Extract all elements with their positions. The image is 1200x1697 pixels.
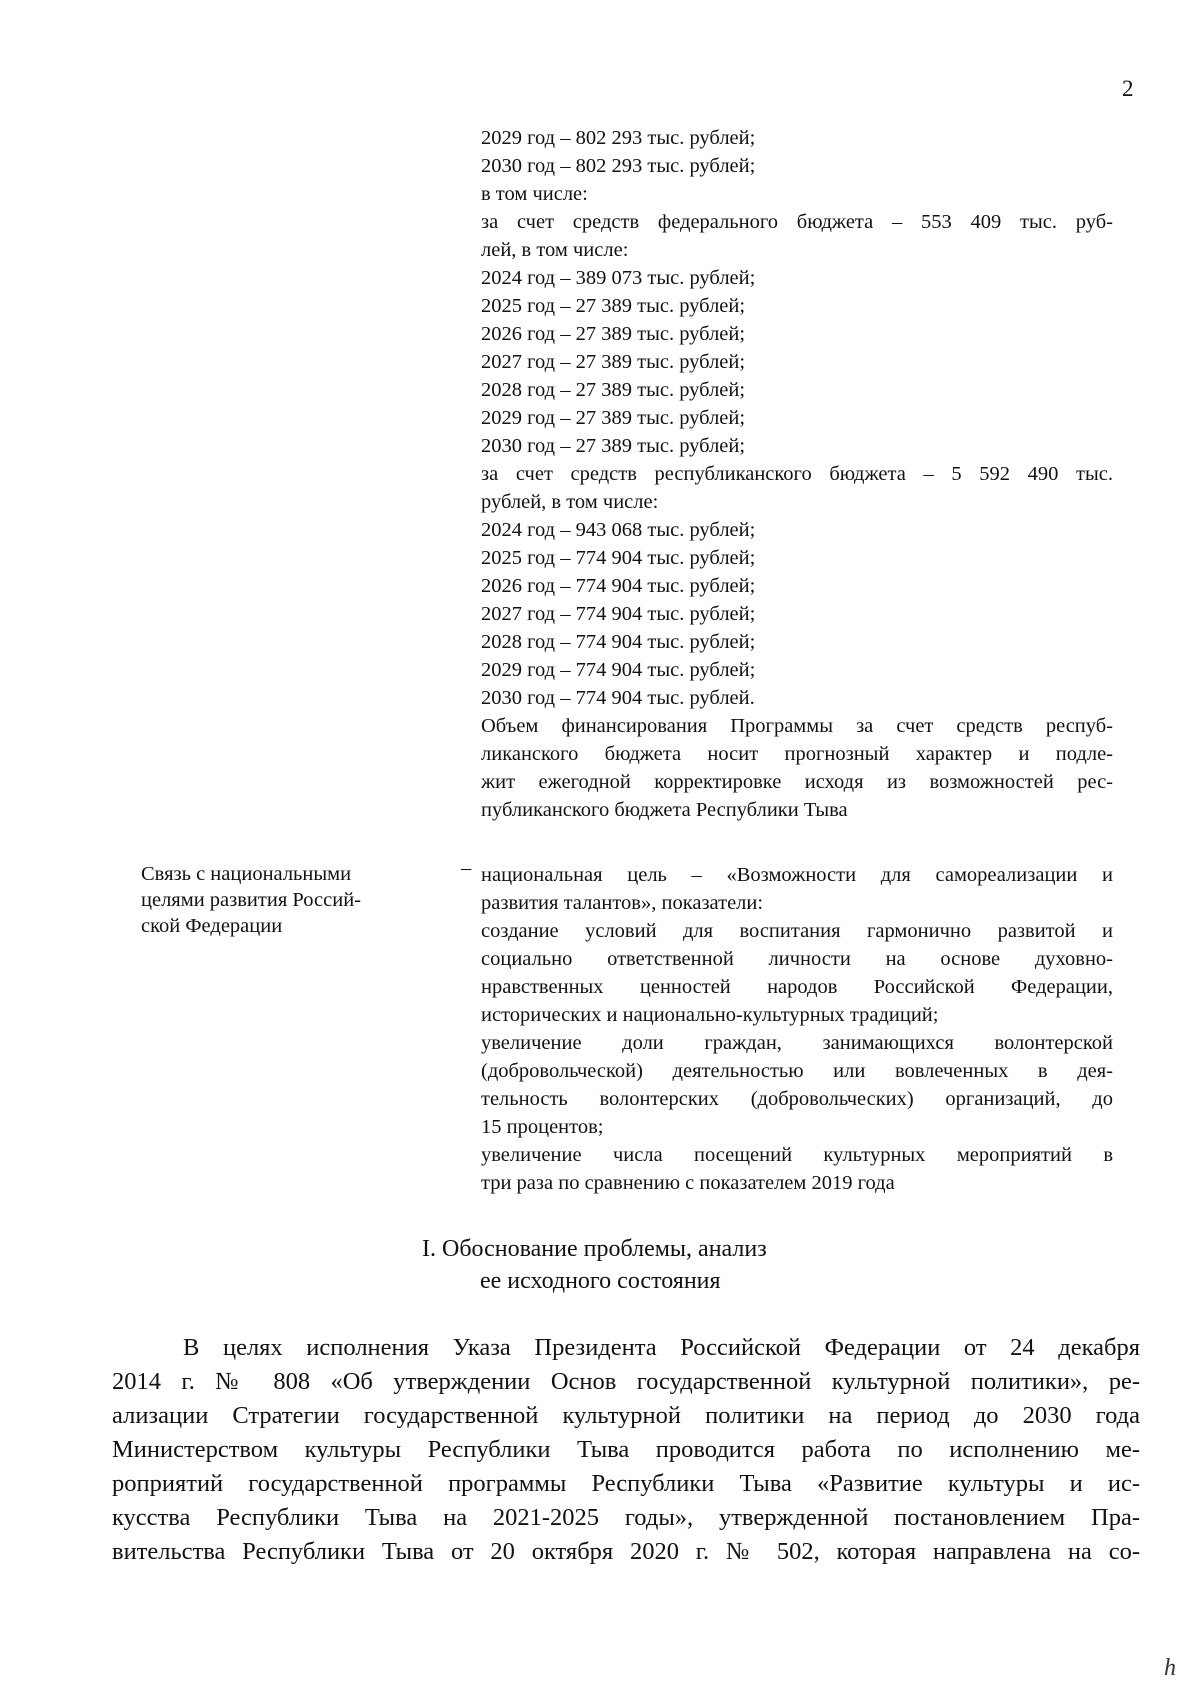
financing-line: ликанского бюджета носит прогнозный характер и подле- [481,743,1113,765]
label-line: ской Федерации [141,915,283,937]
paragraph-line: роприятий государственной программы Республики Тыва «Развитие культуры и ис- [112,1470,1140,1497]
financing-line: за счет средств республиканского бюджета – 5 592 490 тыс. [481,463,1113,485]
national-goals-content [481,861,1113,1197]
paragraph-line: Министерством культуры Республики Тыва проводится работа по исполнению ме- [112,1436,1140,1463]
financing-line: 2026 год – 774 904 тыс. рублей; [481,575,756,597]
financing-line: рублей, в том числе: [481,491,659,513]
financing-line: 2025 год – 774 904 тыс. рублей; [481,547,756,569]
paragraph-line: ализации Стратегии государственной культурной политики на период до 2030 года [112,1402,1140,1429]
financing-line: 2027 год – 27 389 тыс. рублей; [481,351,746,373]
goal-line: 15 процентов; [481,1116,604,1138]
financing-line: 2030 год – 27 389 тыс. рублей; [481,435,746,457]
financing-line: жит ежегодной корректировке исходя из возможностей рес- [481,771,1113,793]
goal-line: развития талантов», показатели: [481,892,764,914]
financing-line: публиканского бюджета Республики Тыва [481,799,848,821]
paragraph-line: вительства Республики Тыва от 20 октября 2020 г. № 502, которая направлена на со- [112,1538,1140,1565]
goal-line: три раза по сравнению с показателем 2019 года [481,1172,895,1194]
paragraph-line: 2014 г. № 808 «Об утверждении Основ государственной культурной политики», ре- [112,1368,1140,1395]
financing-block [481,124,1113,824]
goal-line: национальная цель – «Возможности для самореализации и [481,864,1113,886]
goal-line: социально ответственной личности на основе духовно- [481,948,1113,970]
label-line: Связь с национальными [141,863,352,885]
goal-line: увеличение числа посещений культурных мероприятий в [481,1144,1113,1166]
body-paragraph [112,1331,1140,1569]
national-goals-label [141,861,361,939]
financing-line: 2024 год – 389 073 тыс. рублей; [481,267,756,289]
financing-line: 2024 год – 943 068 тыс. рублей; [481,519,756,541]
section-heading-line-2: ее исходного состояния [480,1268,721,1294]
goal-line: (добровольческой) деятельностью или вовлеченных в дея- [481,1060,1113,1082]
handwritten-mark: h [1164,1655,1176,1681]
goal-line: тельность волонтерских (добровольческих) организаций, до [481,1088,1113,1110]
paragraph-line: кусства Республики Тыва на 2021-2025 годы», утвержденной постановлением Пра- [112,1504,1140,1531]
financing-line: 2028 год – 27 389 тыс. рублей; [481,379,746,401]
financing-line: 2029 год – 774 904 тыс. рублей; [481,659,756,681]
financing-line: 2030 год – 774 904 тыс. рублей. [481,687,755,709]
goal-line: нравственных ценностей народов Российской Федерации, [481,976,1113,998]
financing-line: в том числе: [481,183,588,205]
financing-line: за счет средств федерального бюджета – 553 409 тыс. руб- [481,211,1113,233]
goal-line: создание условий для воспитания гармонично развитой и [481,920,1113,942]
paragraph-line: В целях исполнения Указа Президента Российской Федерации от 24 декабря [183,1334,1140,1361]
financing-line: 2030 год – 802 293 тыс. рублей; [481,155,756,177]
financing-line: 2025 год – 27 389 тыс. рублей; [481,295,746,317]
financing-line: 2027 год – 774 904 тыс. рублей; [481,603,756,625]
financing-line: 2026 год – 27 389 тыс. рублей; [481,323,746,345]
label-line: целями развития Россий- [141,889,361,911]
financing-line: Объем финансирования Программы за счет средств респуб- [481,715,1113,737]
financing-line: лей, в том числе: [481,239,629,261]
row-dash: – [461,857,472,879]
goal-line: исторических и национально-культурных традиций; [481,1004,939,1026]
section-heading-line-1: I. Обоснование проблемы, анализ [422,1236,767,1262]
financing-line: 2029 год – 27 389 тыс. рублей; [481,407,746,429]
financing-line: 2029 год – 802 293 тыс. рублей; [481,127,756,149]
goal-line: увеличение доли граждан, занимающихся волонтерской [481,1032,1113,1054]
financing-line: 2028 год – 774 904 тыс. рублей; [481,631,756,653]
page-number: 2 [1122,76,1134,101]
